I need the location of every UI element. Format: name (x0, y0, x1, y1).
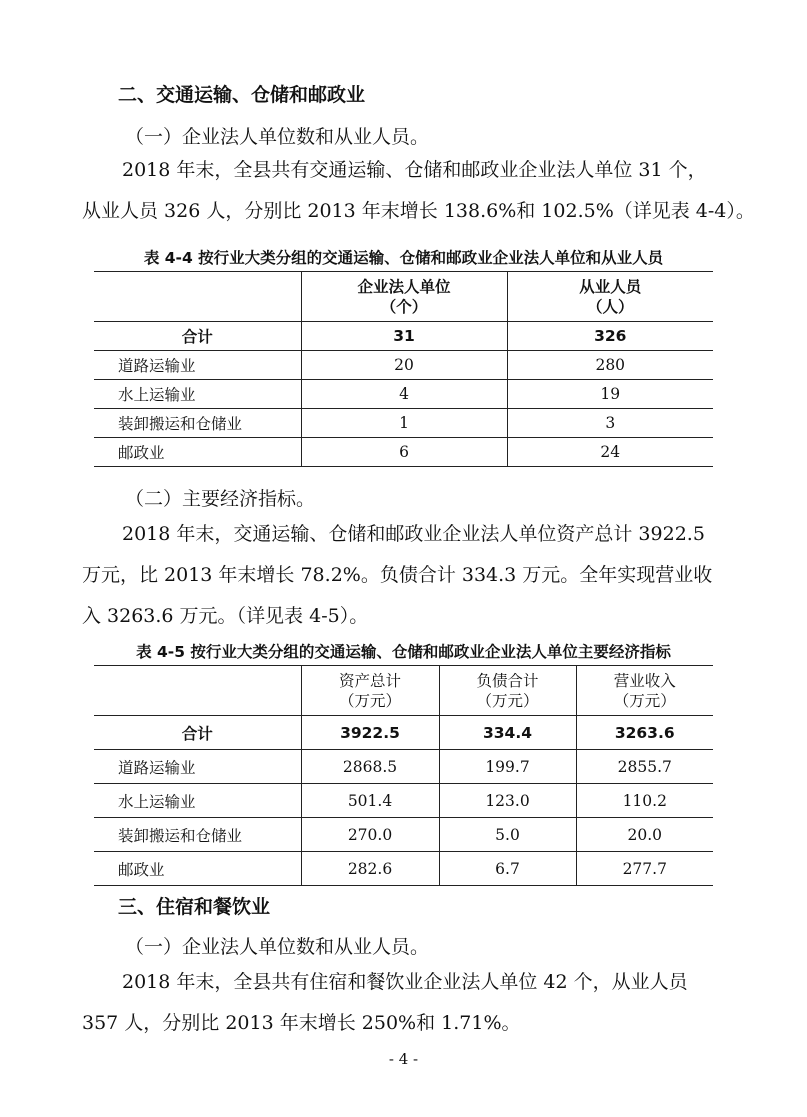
table-cell: 2868.5 (301, 750, 439, 784)
row-label: 装卸搬运和仓储业 (94, 409, 301, 438)
table-cell: 199.7 (439, 750, 576, 784)
row-label: 道路运输业 (94, 750, 301, 784)
table-row (94, 438, 713, 467)
header-cell (301, 666, 439, 716)
table-4-5 (94, 665, 713, 886)
row-label: 道路运输业 (94, 351, 301, 380)
subheading-economic-indicators: （二）主要经济指标。 (125, 488, 316, 510)
header-title: 从业人员 (579, 277, 642, 296)
table-row (94, 351, 713, 380)
header-cell (439, 666, 576, 716)
header-unit: （万元） (338, 691, 401, 710)
section-heading-accommodation: 三、住宿和餐饮业 (118, 896, 271, 918)
paragraph-line: 2018 年末，全县共有住宿和餐饮业企业法人单位 42 个，从业人员 (122, 971, 688, 993)
table-4-4 (94, 271, 713, 467)
table-cell: 3922.5 (301, 716, 439, 750)
header-blank-cell (94, 272, 301, 322)
header-blank-cell (94, 666, 301, 716)
table-cell: 19 (507, 380, 713, 409)
table-cell: 6 (301, 438, 507, 467)
row-label: 水上运输业 (94, 784, 301, 818)
table-header-row (94, 666, 713, 716)
table-cell: 326 (507, 322, 713, 351)
table-cell: 110.2 (576, 784, 713, 818)
table-cell: 24 (507, 438, 713, 467)
table-cell: 280 (507, 351, 713, 380)
table-cell: 5.0 (439, 818, 576, 852)
table-cell: 282.6 (301, 852, 439, 886)
header-title: 资产总计 (338, 671, 401, 690)
table-cell: 123.0 (439, 784, 576, 818)
row-label: 合计 (94, 322, 301, 351)
table-caption-4-5: 表 4-5 按行业大类分组的交通运输、仓储和邮政业企业法人单位主要经济指标 (136, 643, 671, 661)
paragraph-line: 入 3263.6 万元。（详见表 4-5）。 (82, 605, 369, 627)
row-label: 邮政业 (94, 438, 301, 467)
header-title: 企业法人单位 (357, 277, 451, 296)
subheading-units-employees: （一）企业法人单位数和从业人员。 (125, 936, 430, 958)
table-row (94, 784, 713, 818)
table-total-row (94, 716, 713, 750)
subheading-units-employees: （一）企业法人单位数和从业人员。 (125, 126, 430, 148)
paragraph-line: 357 人，分别比 2013 年末增长 250%和 1.71%。 (82, 1012, 521, 1034)
row-label: 合计 (94, 716, 301, 750)
table-cell: 6.7 (439, 852, 576, 886)
header-unit: （个） (380, 297, 428, 316)
table-cell: 20.0 (576, 818, 713, 852)
table-cell: 334.4 (439, 716, 576, 750)
paragraph-line: 从业人员 326 人，分别比 2013 年末增长 138.6%和 102.5%（详见表 4-4）。 (82, 200, 755, 222)
paragraph-line: 2018 年末，全县共有交通运输、仓储和邮政业企业法人单位 31 个， (122, 159, 707, 181)
header-title: 负债合计 (476, 671, 539, 690)
header-cell (576, 666, 713, 716)
header-title: 营业收入 (613, 671, 676, 690)
table-cell: 501.4 (301, 784, 439, 818)
row-label: 装卸搬运和仓储业 (94, 818, 301, 852)
table-cell: 3263.6 (576, 716, 713, 750)
header-cell (507, 272, 713, 322)
header-unit: （万元） (613, 691, 676, 710)
table-cell: 277.7 (576, 852, 713, 886)
section-heading-transport: 二、交通运输、仓储和邮政业 (118, 84, 366, 106)
table-cell: 4 (301, 380, 507, 409)
table-cell: 270.0 (301, 818, 439, 852)
header-cell (301, 272, 507, 322)
paragraph-line: 万元，比 2013 年末增长 78.2%。负债合计 334.3 万元。全年实现营业收 (82, 564, 713, 586)
table-row (94, 409, 713, 438)
table-cell: 20 (301, 351, 507, 380)
table-total-row (94, 322, 713, 351)
row-label: 水上运输业 (94, 380, 301, 409)
table-header-row (94, 272, 713, 322)
table-cell: 1 (301, 409, 507, 438)
paragraph-line: 2018 年末，交通运输、仓储和邮政业企业法人单位资产总计 3922.5 (122, 523, 705, 545)
table-row (94, 380, 713, 409)
table-cell: 3 (507, 409, 713, 438)
table-row (94, 750, 713, 784)
header-unit: （人） (586, 297, 634, 316)
table-cell: 31 (301, 322, 507, 351)
table-row (94, 818, 713, 852)
page-number: - 4 - (388, 1050, 419, 1068)
header-unit: （万元） (476, 691, 539, 710)
table-caption-4-4: 表 4-4 按行业大类分组的交通运输、仓储和邮政业企业法人单位和从业人员 (143, 249, 664, 267)
table-cell: 2855.7 (576, 750, 713, 784)
table-row (94, 852, 713, 886)
row-label: 邮政业 (94, 852, 301, 886)
